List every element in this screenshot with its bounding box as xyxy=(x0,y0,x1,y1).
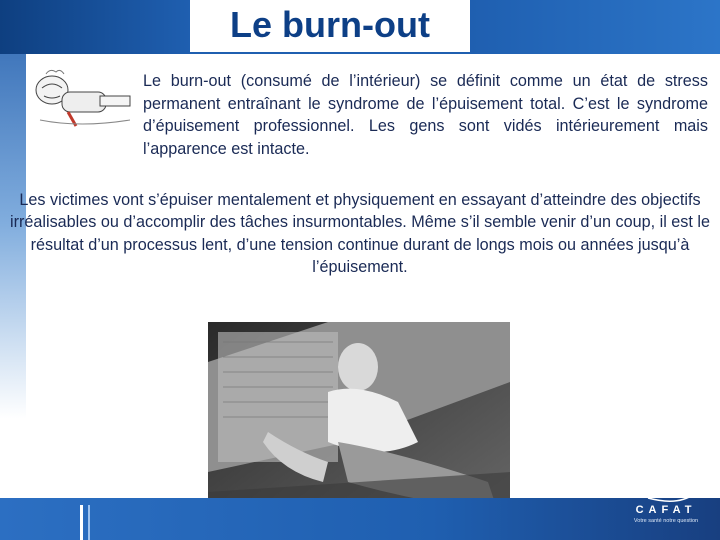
body-paragraph: Les victimes vont s’épuiser mentalement et physiquement en essayant d’atteindre des objectifs irréalisables ou d’accomplir des tâches insurmontables. Même s’il semble venir d’un coup, il est le résultat d’un processus lent, d’une tension continue durant de longs mois ou années jusqu’à l’épuisement. xyxy=(10,191,710,276)
left-decorative-rail xyxy=(0,54,26,540)
bottom-accent-line-2 xyxy=(88,505,90,540)
exhausted-person-drawing-icon xyxy=(30,62,140,134)
title-bar-left-shade xyxy=(0,0,190,54)
logo-wordmark: CAFAT xyxy=(635,504,697,516)
bottom-accent-line xyxy=(80,505,83,540)
title-bar-right-shade xyxy=(470,0,720,54)
bottom-bar xyxy=(0,498,720,540)
intro-paragraph: Le burn-out (consumé de l’intérieur) se définit comme un état de stress permanent entraînant le syndrome de l’épuisement total. C’est le syndrome d’épuisement professionnel. Les gens sont vidés intérieurement mais l’apparence est intacte. xyxy=(143,72,708,158)
page-title: Le burn-out xyxy=(230,4,430,45)
logo-tagline: Votre santé notre question xyxy=(633,518,699,524)
